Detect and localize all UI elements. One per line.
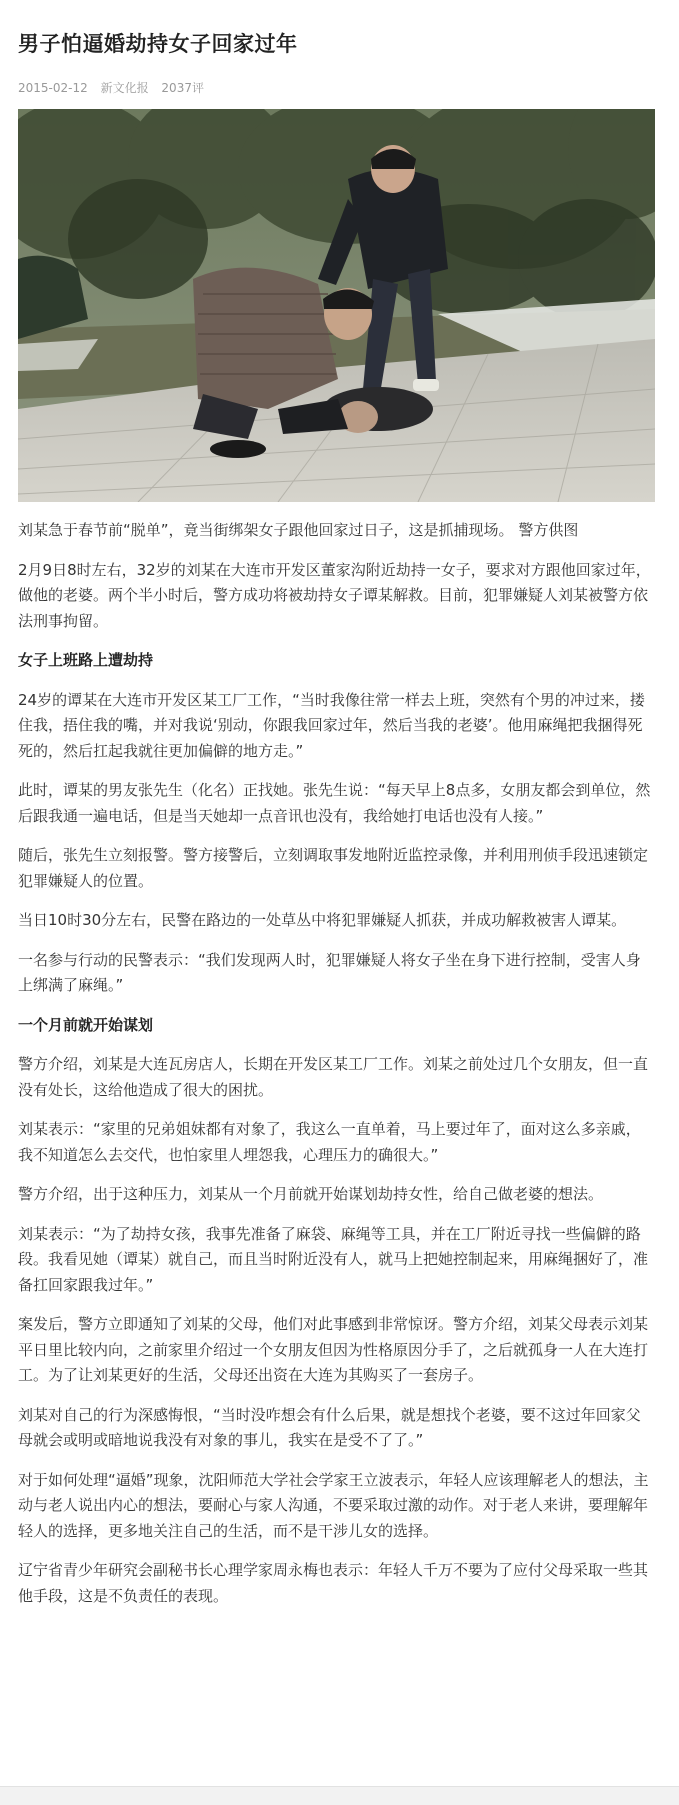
paragraph: 此时，谭某的男友张先生（化名）正找她。张先生说：“每天早上8点多，女朋友都会到单位，然后跟我通一遍电话，但是当天她却一点音讯也没有，我给她打电话也没有人接。” xyxy=(18,781,651,825)
paragraph: 当日10时30分左右，民警在路边的一处草丛中将犯罪嫌疑人抓获，并成功解救被害人谭某。 xyxy=(18,911,627,929)
paragraph: 辽宁省青少年研究会副秘书长心理学家周永梅也表示：年轻人千万不要为了应付父母采取一些其他手段，这是不负责任的表现。 xyxy=(18,1561,649,1605)
page-footer-bar xyxy=(0,1786,679,1805)
paragraph: 一名参与行动的民警表示：“我们发现两人时，犯罪嫌疑人将女子坐在身下进行控制，受害人身上绑满了麻绳。” xyxy=(18,950,641,994)
section-heading: 一个月前就开始谋划 xyxy=(18,1015,154,1034)
paragraph: 刘某表示：“为了劫持女孩，我事先准备了麻袋、麻绳等工具，并在工厂附近寻找一些偏僻的路段。我看见她（谭某）就自己，而且当时附近没有人，就马上把她控制起来，用麻绳捆好了，准备扛回家跟我过年。” xyxy=(18,1224,649,1294)
paragraph: 警方介绍，出于这种压力，刘某从一个月前就开始谋划劫持女性，给自己做老婆的想法。 xyxy=(18,1185,604,1203)
paragraph: 24岁的谭某在大连市开发区某工厂工作，“当时我像往常一样去上班，突然有个男的冲过来，搂住我，捂住我的嘴，并对我说‘别动，你跟我回家过年，然后当我的老婆’。他用麻绳把我捆得死死的，然后扛起我就往更加偏僻的地方走。” xyxy=(18,690,645,760)
paragraph: 对于如何处理“逼婚”现象，沈阳师范大学社会学家王立波表示，年轻人应该理解老人的想法，主动与老人说出内心的想法，要耐心与家人沟通，不要采取过激的动作。对于老人来讲，要理解年轻人的选择，更多地关注自己的生活，而不是干涉儿女的选择。 xyxy=(18,1470,649,1540)
paragraph: 刘某对自己的行为深感悔恨，“当时没咋想会有什么后果，就是想找个老婆，要不这过年回家父母就会或明或暗地说我没有对象的事儿，我实在是受不了了。” xyxy=(18,1405,641,1449)
paragraph: 随后，张先生立刻报警。警方接警后，立刻调取事发地附近监控录像，并利用刑侦手段迅速锁定犯罪嫌疑人的位置。 xyxy=(18,846,649,890)
article-meta xyxy=(18,80,655,96)
section-heading: 女子上班路上遭劫持 xyxy=(18,651,154,669)
paragraph: 2月9日8时左右，32岁的刘某在大连市开发区董家沟附近劫持一女子，要求对方跟他回家过年，做他的老婆。两个半小时后，警方成功将被劫持女子谭某解救。目前，犯罪嫌疑人刘某被警方依法刑事拘留。 xyxy=(18,560,651,630)
article xyxy=(18,0,655,1609)
paragraph: 案发后，警方立即通知了刘某的父母，他们对此事感到非常惊讶。警方介绍，刘某父母表示刘某平日里比较内向，之前家里介绍过一个女朋友但因为性格原因分手了，之后就孤身一人在大连打工。为了让刘某更好的生活，父母还出资在大连为其购买了一套房子。 xyxy=(18,1315,649,1384)
news-photo xyxy=(18,109,655,502)
paragraph: 警方介绍，刘某是大连瓦房店人，长期在开发区某工厂工作。刘某之前处过几个女朋友，但一直没有处长，这给他造成了很大的困扰。 xyxy=(18,1055,649,1099)
article-title: 男子怕逼婚劫持女子回家过年 xyxy=(18,32,298,56)
source-name[interactable]: 新文化报 xyxy=(100,81,149,95)
article-body xyxy=(18,558,655,1610)
publish-date: 2015-02-12 xyxy=(18,81,88,95)
comment-count[interactable]: 2037评 xyxy=(161,81,204,95)
photo-caption: 刘某急于春节前“脱单”，竟当街绑架女子跟他回家过日子，这是抓捕现场。 警方供图 xyxy=(18,521,579,539)
paragraph: 刘某表示：“家里的兄弟姐妹都有对象了，我这么一直单着，马上要过年了，面对这么多亲戚，我不知道怎么去交代，也怕家里人埋怨我，心理压力的确很大。” xyxy=(18,1120,641,1164)
